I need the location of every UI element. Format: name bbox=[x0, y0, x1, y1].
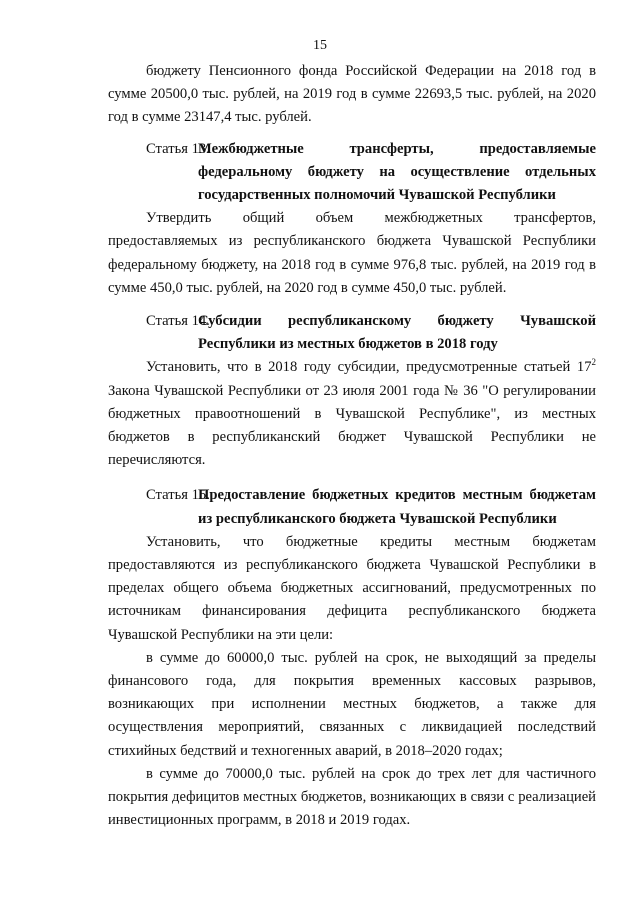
article-14-body bbox=[108, 356, 596, 472]
article-13-body: Утвердить общий объем межбюджетных трансфертов, предоставляемых из республиканского бюджета Чувашской Республики федеральному бюджету, на 2018 год в сумме 976,8 тыс. рублей, на 2019 год в сумме 450,0 тыс. рублей, на 2020 год в сумме 450,0 тыс. рублей. bbox=[108, 210, 596, 296]
article-15-body: Установить, что бюджетные кредиты местным бюджетам предоставляются из республиканского бюджета Чувашской Республики в пределах общего объема бюджетных ассигнований, предусмотренных по источникам финансирования дефицита республиканского бюджета Чувашской Республики на эти цели: bbox=[108, 533, 596, 643]
article-13 bbox=[108, 138, 596, 208]
article-14-title: Субсидии республиканскому бюджету Чувашской Республики из местных бюджетов в 2018 году bbox=[198, 313, 596, 353]
article-15-label: Статья 15. bbox=[146, 487, 210, 504]
article-14-label: Статья 14. bbox=[146, 313, 210, 330]
article-15-title: Предоставление бюджетных кредитов местным бюджетам из республиканского бюджета Чувашской Республики bbox=[198, 487, 596, 527]
article-14-superscript: 2 bbox=[591, 357, 596, 368]
article-15-item-1: в сумме до 60000,0 тыс. рублей на срок, не выходящий за пределы финансового года, для покрытия временных кассовых разрывов, возникающих при исполнении местных бюджетов, а также для осуществления мероприятий, связанных с ликвидацией последствий стихийных бедствий и техногенных аварий, в 2018–2020 годах; bbox=[108, 649, 596, 759]
page-number: 15 bbox=[313, 38, 327, 53]
article-13-title: Межбюджетные трансферты, предоставляемые федеральному бюджету на осуществление отдельных государственных полномочий Чувашской Республики bbox=[198, 140, 596, 204]
article-14-body-start: Установить, что в 2018 году субсидии, предусмотренные статьей 17 bbox=[146, 359, 592, 376]
intro-paragraph: бюджету Пенсионного фонда Российской Федерации на 2018 год в сумме 20500,0 тыс. рублей, на 2019 год в сумме 22693,5 тыс. рублей, на 2020 год в сумме 23147,4 тыс. рублей. bbox=[108, 63, 596, 126]
article-14 bbox=[108, 310, 596, 356]
article-15-item-2: в сумме до 70000,0 тыс. рублей на срок до трех лет для частичного покрытия дефицитов местных бюджетов, возникающих в связи с реализацией инвестиционных программ, в 2018 и 2019 годах. bbox=[108, 765, 596, 829]
document-body bbox=[108, 60, 596, 833]
article-13-label: Статья 13. bbox=[146, 140, 210, 157]
article-15 bbox=[108, 484, 596, 530]
article-14-body-end: Закона Чувашской Республики от 23 июля 2001 года № 36 "О регулировании бюджетных правоотношений в Чувашской Республике", из местных бюджетов в республиканский бюджет Чувашской Республики не перечисляются. bbox=[108, 382, 596, 469]
